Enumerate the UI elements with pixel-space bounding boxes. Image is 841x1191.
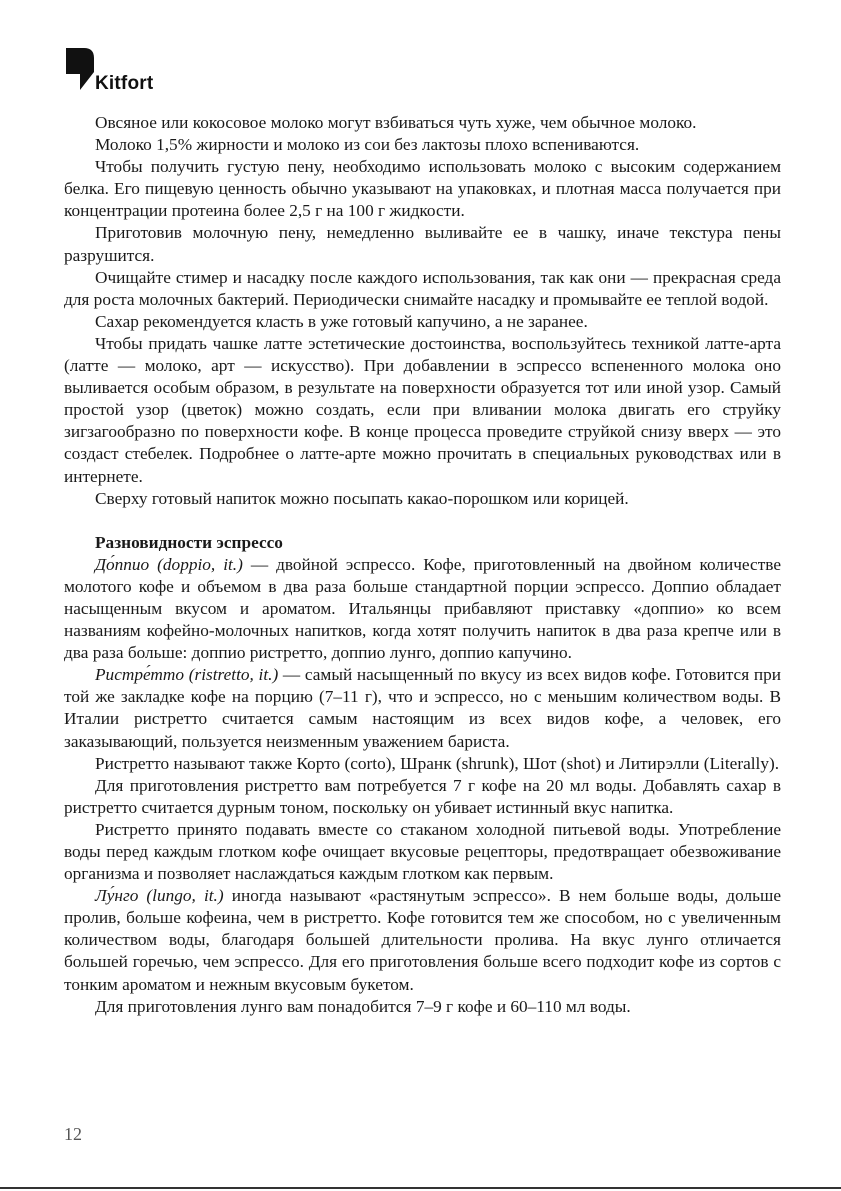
paragraph: Сахар рекомендуется класть в уже готовый капучино, а не заранее. [95,311,588,331]
term-lungo: Лу́нго (lungo, it.) [95,886,224,906]
ristretto-text: — самый насыщенный по вкусу из всех видов кофе. Готовится при той же закладке кофе на порцию (7–11 г), что и эспрессо, но с меньшим количеством воды. В Италии ристретто считается самым настоящим из всех видов кофе, а человек, его заказывающий, пользуется неизменным уважением бариста. [64,665,781,751]
bottom-divider [0,1187,841,1189]
kitfort-logo [64,44,184,92]
paragraph: Для приготовления ристретто вам потребуется 7 г кофе на 20 мл воды. Добавлять сахар в ристретто считается дурным тоном, поскольку он убивает истинный вкус напитка. [64,775,781,817]
paragraph-lungo [64,885,781,995]
kitfort-logo-icon [64,44,96,92]
paragraph: Приготовив молочную пену, немедленно выливайте ее в чашку, иначе текстура пены разрушится. [64,223,781,265]
paragraph: Чтобы получить густую пену, необходимо использовать молоко с высоким содержанием белка. Его пищевую ценность обычно указывают на упаковках, и плотная масса получается при концентрации протеина более 2,5 г на 100 г жидкости. [64,157,781,221]
paragraph: Чтобы придать чашке латте эстетические достоинства, воспользуйтесь техникой латте-арта (латте — молоко, арт — искусство). При добавлении в эспрессо вспененного молока оно выливается особым образом, в результате на поверхности образуется тот или иной узор. Самый простой узор (цветок) можно создать, если при вливании молока двигать его струйку зигзагообразно по поверхности кофе. В конце процесса проведите струйкой снизу вверх — это создаст стебелек. Подробнее о латте-арте можно прочитать в специальных руководствах или в интернете. [64,333,781,486]
term-ristretto: Ристре́тто (ristretto, it.) [95,665,279,685]
paragraph-ristretto [64,664,781,752]
section-heading: Разновидности эспрессо [95,532,283,552]
page-number: 12 [64,1124,82,1144]
page-content [64,112,781,1018]
paragraph: Сверху готовый напиток можно посыпать какао-порошком или корицей. [95,488,629,508]
paragraph: Овсяное или кокосовое молоко могут взбиваться чуть хуже, чем обычное молоко. [95,113,697,132]
paragraph: Очищайте стимер и насадку после каждого использования, так как они — прекрасная среда для роста молочных бактерий. Периодически снимайте насадку и промывайте ее теплой водой. [64,267,781,309]
paragraph: Ристретто называют также Корто (corto), Шранк (shrunk), Шот (shot) и Литирэлли (Literally). [95,753,780,773]
brand-name: Kitfort [95,73,154,94]
paragraph: Для приготовления лунго вам понадобится 7–9 г кофе и 60–110 мл воды. [95,996,631,1016]
paragraph: Ристретто принято подавать вместе со стаканом холодной питьевой воды. Употребление воды перед каждым глотком кофе очищает вкусовые рецепторы, предотвращает обезвоживание организма и позволяет наслаждаться каждым глотком как первым. [64,819,781,884]
paragraph-doppio [64,554,781,664]
term-doppio: До́ппио (doppio, it.) [95,554,243,574]
doppio-text: — двойной эспрессо. Кофе, приготовленный на двойном количестве молотого кофе и объемом в два раза больше стандартной порции эспрессо. Доппио обладает насыщенным вкусом и ароматом. Итальянцы прибавляют приставку «доппио» ко всем названиям кофейно-молочных напитков, когда хотят получить напиток в два раза крепче или в два раза больше: доппио ристретто, доппио лунго, доппио капучино. [64,554,781,663]
paragraph: Молоко 1,5% жирности и молоко из сои без лактозы плохо вспениваются. [95,135,640,155]
lungo-text: иногда называют «растянутым эспрессо». В нем больше воды, дольше пролив, больше кофеина, чем в ристретто. Кофе готовится тем же способом, но с увеличенным количеством воды, благодаря большей длительности пролива. На вкус лунго отличается большей горечью, чем эспрессо. Для его приготовления больше всего подходит кофе из сортов с тонким ароматом и нежным вкусовым букетом. [64,886,781,994]
